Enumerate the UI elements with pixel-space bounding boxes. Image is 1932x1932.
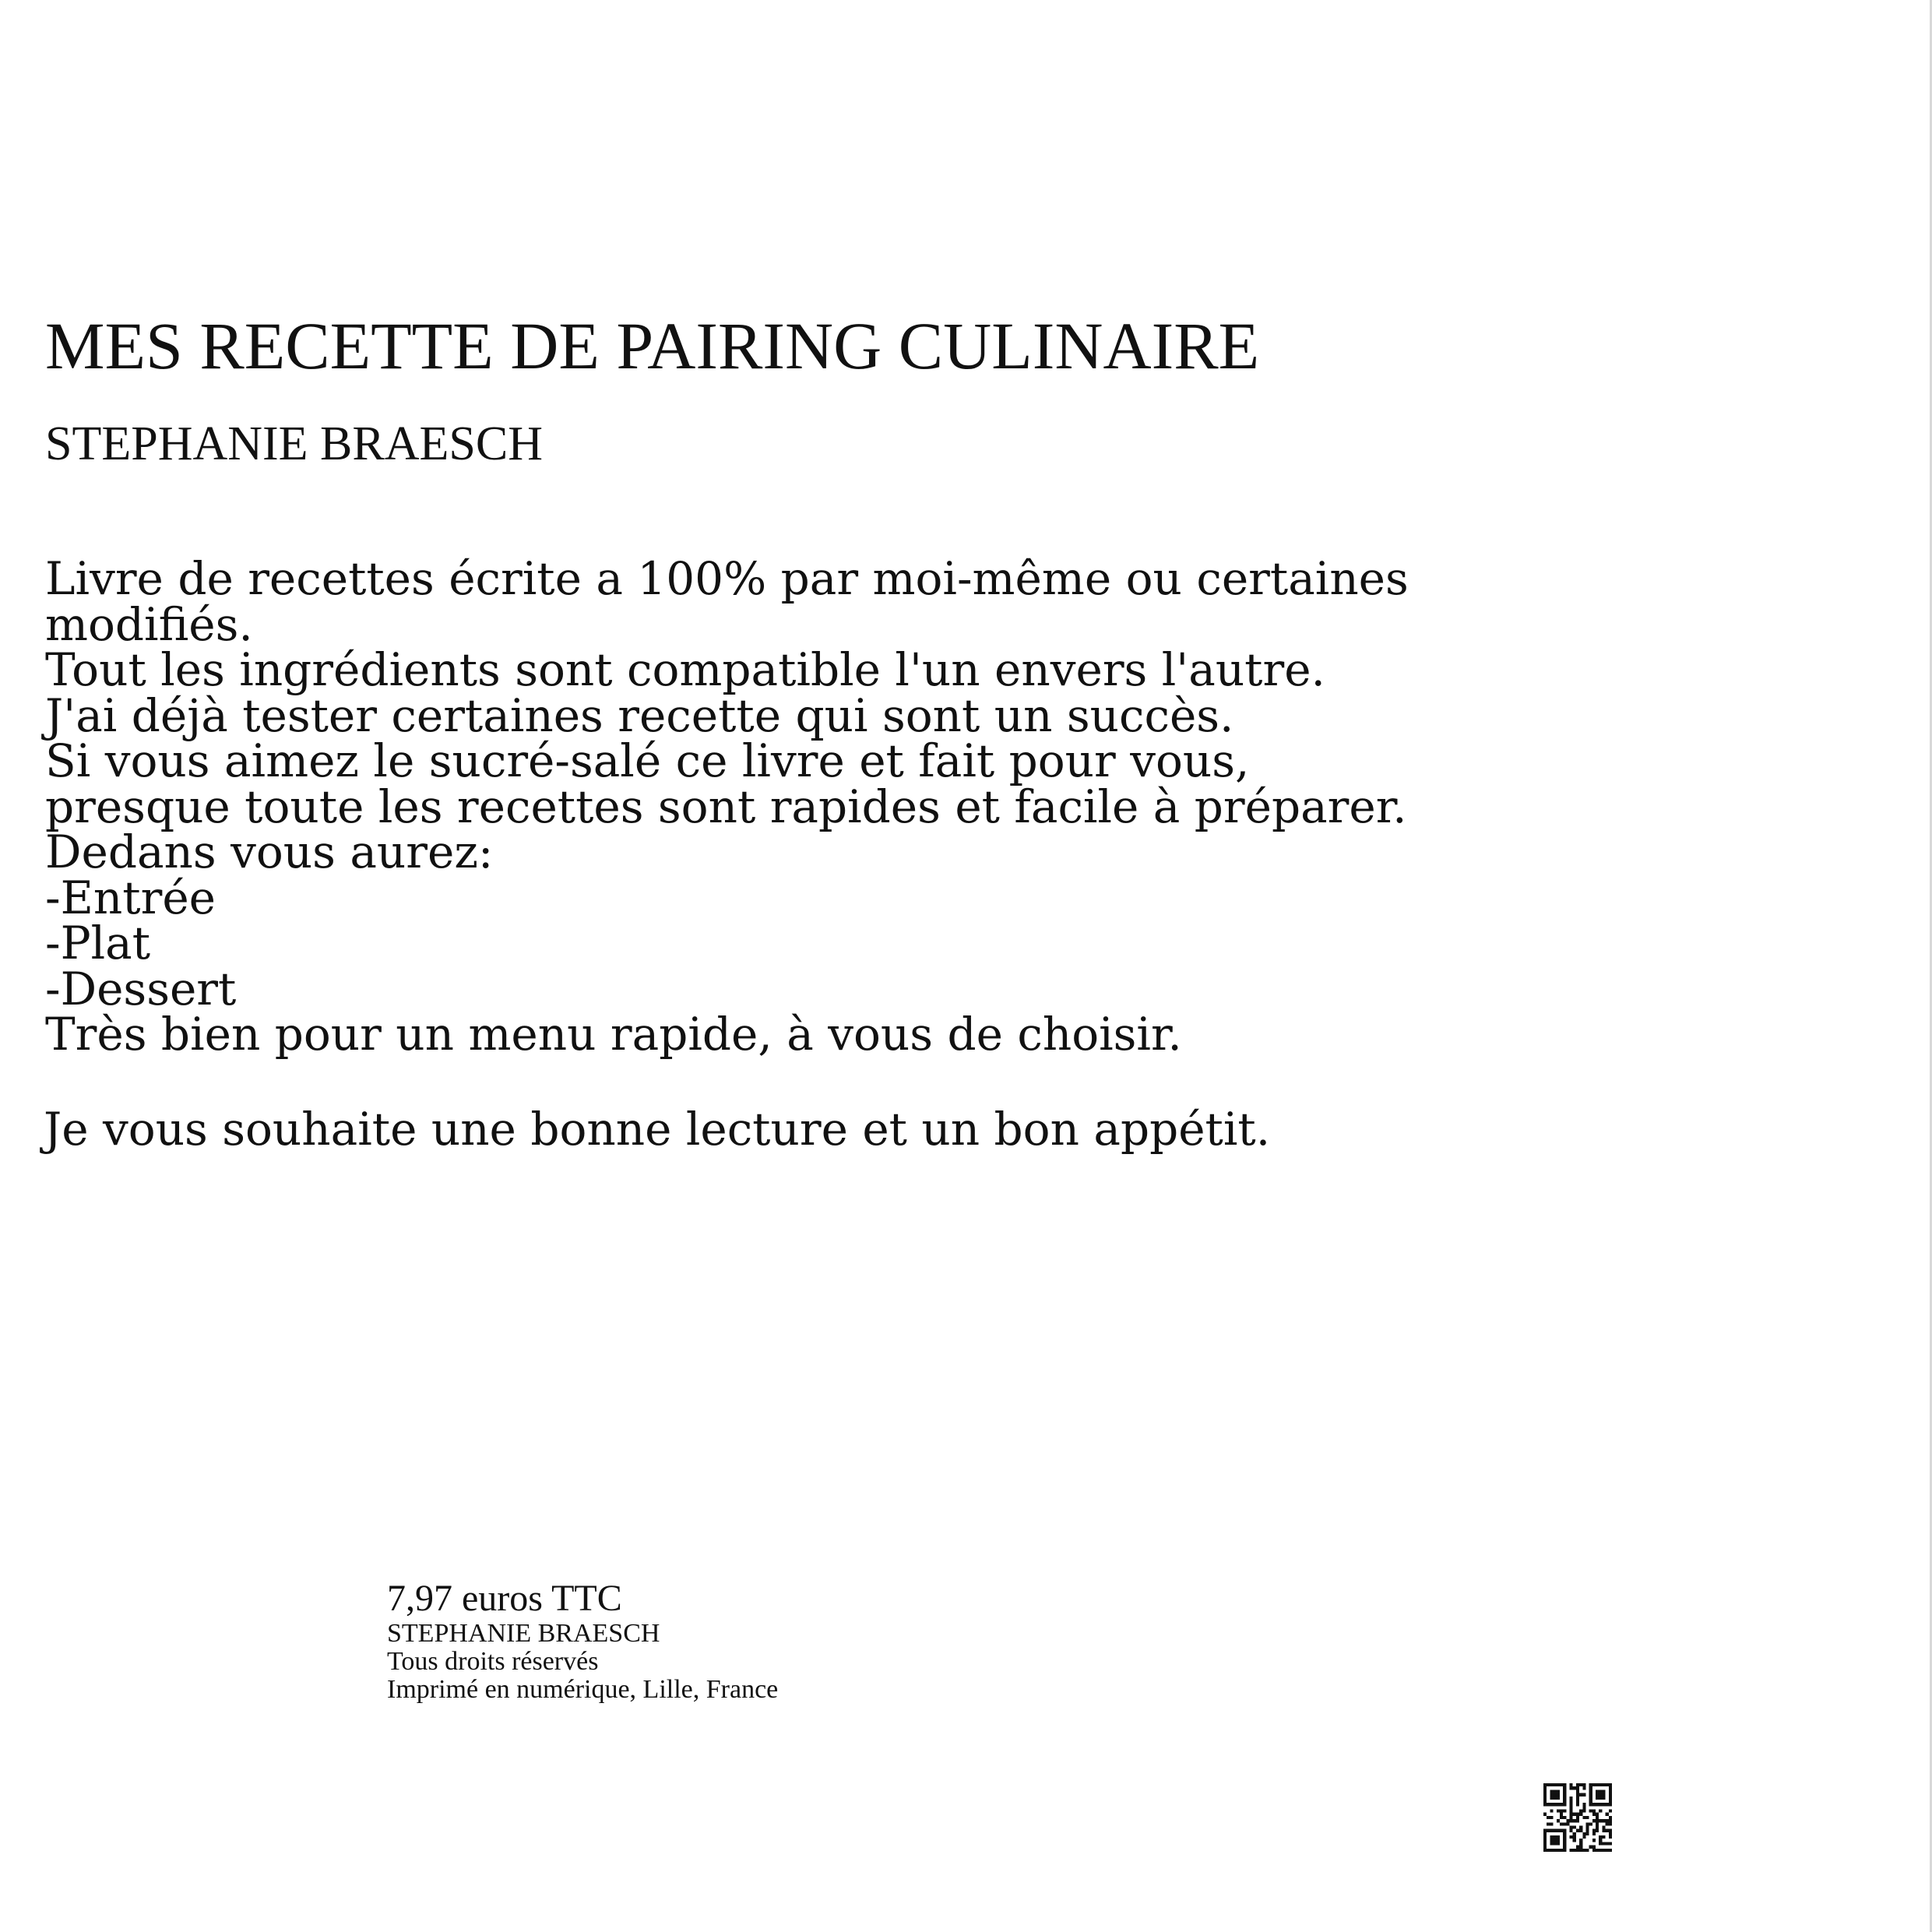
- menu-item-entree: -Entrée: [45, 871, 216, 924]
- menu-item-dessert: -Dessert: [45, 962, 237, 1015]
- price: 7,97 euros TTC: [387, 1578, 622, 1619]
- description-line: modifiés.: [45, 597, 253, 651]
- menu-item-plat: -Plat: [45, 917, 151, 970]
- colophon: [387, 1578, 778, 1704]
- description-line: Tout les ingrédients sont compatible l'un envers l'autre.: [45, 643, 1325, 696]
- description-line: Très bien pour un menu rapide, à vous de choisir.: [45, 1008, 1182, 1061]
- closing-line: Je vous souhaite une bonne lecture et un bon appétit.: [44, 1103, 1271, 1156]
- printing-info: Imprimé en numérique, Lille, France: [387, 1675, 779, 1704]
- description-line: Livre de recettes écrite a 100% par moi-même ou certaines: [45, 552, 1409, 605]
- qr-code-icon: [1543, 1783, 1612, 1852]
- publisher-name: STEPHANIE BRAESCH: [387, 1619, 660, 1648]
- description-line: Si vous aimez le sucré-salé ce livre et fait pour vous,: [45, 734, 1250, 787]
- rights-notice: Tous droits réservés: [387, 1647, 599, 1676]
- description-line: J'ai déjà tester certaines recette qui sont un succès.: [45, 688, 1234, 742]
- book-author: STEPHANIE BRAESCH: [45, 417, 544, 470]
- description-line: presque toute les recettes sont rapides et facile à préparer.: [45, 779, 1407, 833]
- description-line: Dedans vous aurez:: [45, 825, 494, 878]
- book-title: MES RECETTE DE PAIRING CULINAIRE: [45, 308, 1260, 383]
- book-description: [45, 552, 1447, 1061]
